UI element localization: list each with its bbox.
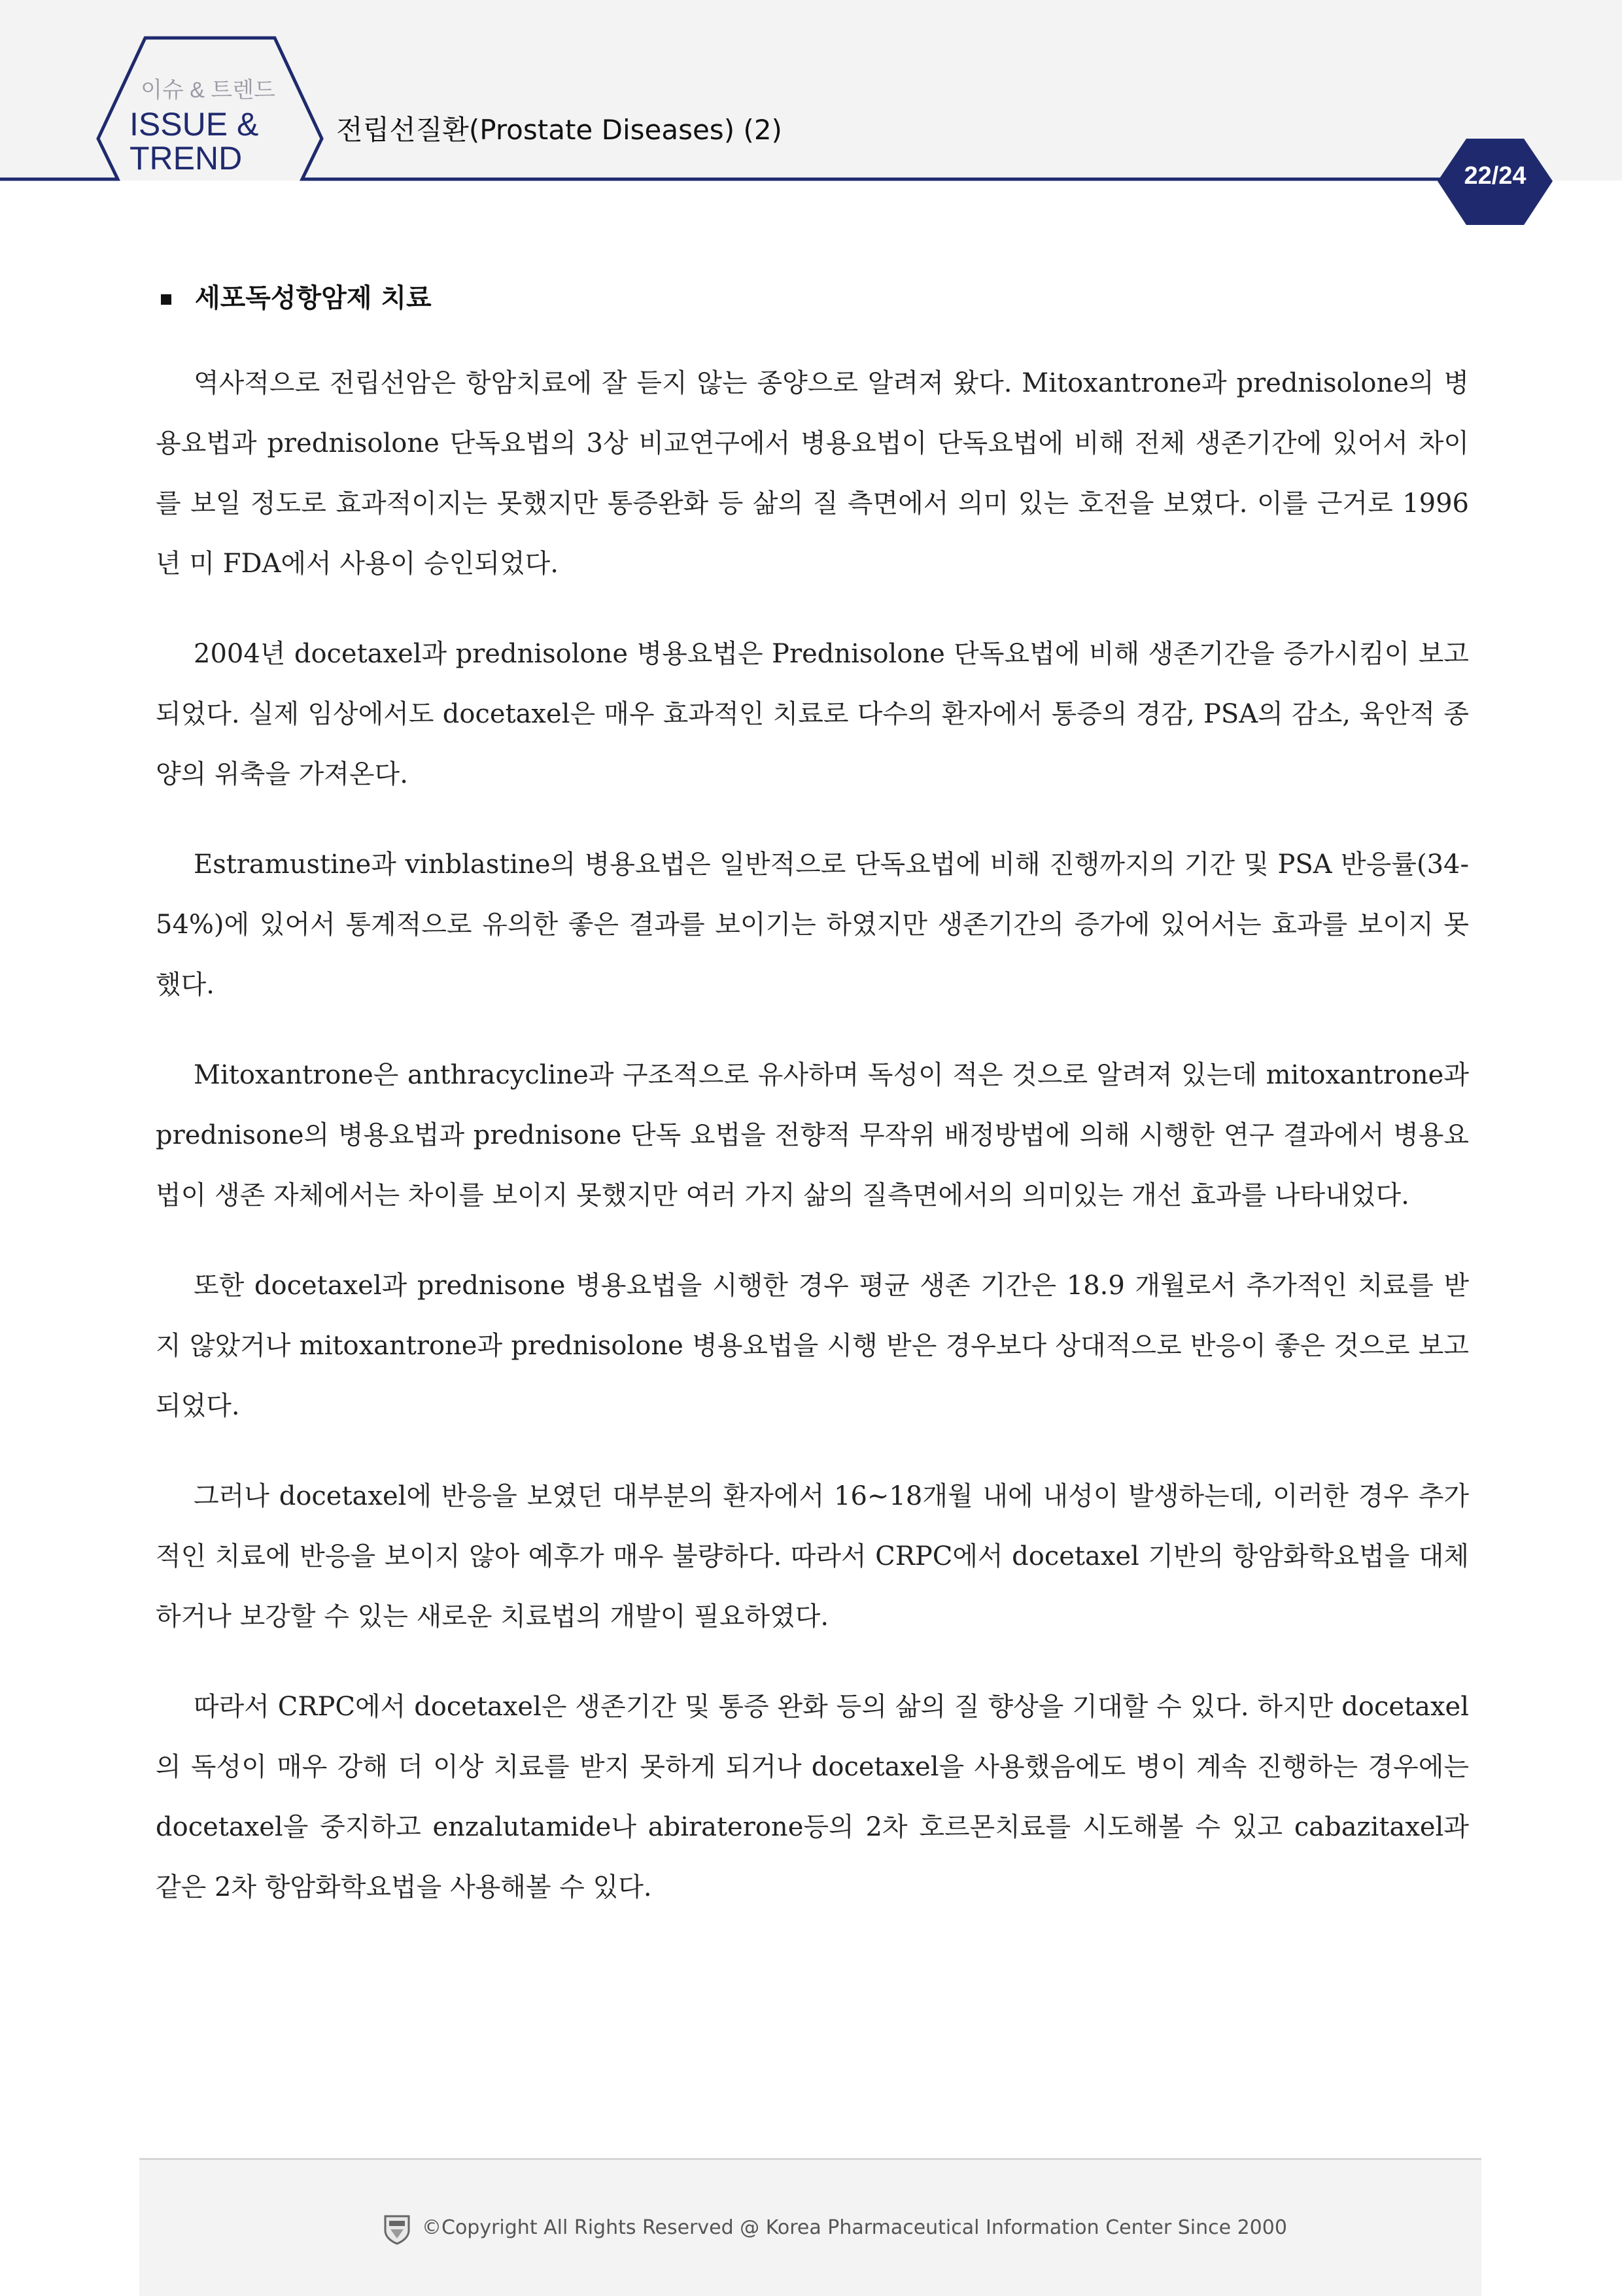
- main-content: [156, 275, 1469, 1947]
- paragraph-5: 또한 docetaxel과 prednisone 병용요법을 시행한 경우 평균 생존 기간은 18.9 개월로서 추가적인 치료를 받지 않았거나 mitoxantrone과 prednisolone 병용요법을 시행 받은 경우보다 상대적으로 반응이 좋은 것으로 보고되었다.: [156, 1271, 1469, 1421]
- section-heading: [156, 275, 1469, 322]
- square-bullet-icon: [161, 294, 171, 305]
- section-heading-text: 세포독성항암제 치료: [195, 283, 432, 313]
- document-title: 전립선질환(Prostate Diseases) (2): [336, 114, 782, 146]
- paragraph-6: 그러나 docetaxel에 반응을 보였던 대부분의 환자에서 16~18개월 내에 내성이 발생하는데, 이러한 경우 추가적인 치료에 반응을 보이지 않아 예후가 매우 불량하다. 따라서 CRPC에서 docetaxel 기반의 항암화학요법을 대체하거나 보강할 수 있는 새로운 치료법의 개발이 필요하였다.: [156, 1481, 1469, 1632]
- paragraph-4: Mitoxantrone은 anthracycline과 구조적으로 유사하며 독성이 적은 것으로 알려져 있는데 mitoxantrone과 prednisone의 병용요법과 prednisone 단독 요법을 전향적 무작위 배정방법에 의해 시행한 연구 결과에서 병용요법이 생존 자체에서는 차이를 보이지 못했지만 여러 가지 삶의 질측면에서의 의미있는 개선 효과를 나타내었다.: [156, 1060, 1469, 1210]
- paragraph-1: 역사적으로 전립선암은 항암치료에 잘 듣지 않는 종양으로 알려져 왔다. Mitoxantrone과 prednisolone의 병용요법과 prednisolone 단독요법의 3상 비교연구에서 병용요법이 단독요법에 비해 전체 생존기간에 있어서 차이를 보일 정도로 효과적이지는 못했지만 통증완화 등 삶의 질 측면에서 의미 있는 호전을 보였다. 이를 근거로 1996년 미 FDA에서 사용이 승인되었다.: [156, 368, 1469, 579]
- paragraph-2: 2004년 docetaxel과 prednisolone 병용요법은 Prednisolone 단독요법에 비해 생존기간을 증가시킴이 보고되었다. 실제 임상에서도 docetaxel은 매우 효과적인 치료로 다수의 환자에서 통증의 경감, PSA의 감소, 육안적 종양의 위축을 가져온다.: [156, 639, 1469, 789]
- page-number: 22/24: [1464, 162, 1527, 190]
- issue-trend-badge-line2: TREND: [129, 140, 243, 177]
- issue-trend-badge: [129, 107, 286, 175]
- paragraph-7: 따라서 CRPC에서 docetaxel은 생존기간 및 통증 완화 등의 삶의 질 향상을 기대할 수 있다. 하지만 docetaxel의 독성이 매우 강해 더 이상 치료를 받지 못하게 되거나 docetaxel을 사용했음에도 병이 계속 진행하는 경우에는 docetaxel을 중지하고 enzalutamide나 abiraterone등의 2차 호르몬치료를 시도해볼 수 있고 cabazitaxel과 같은 2차 항암화학요법을 사용해볼 수 있다.: [156, 1692, 1469, 1902]
- issue-trend-badge-korean: 이슈 & 트렌드: [141, 78, 275, 103]
- paragraph-3: Estramustine과 vinblastine의 병용요법은 일반적으로 단독요법에 비해 진행까지의 기간 및 PSA 반응률(34-54%)에 있어서 통계적으로 유의한 좋은 결과를 보이기는 하였지만 생존기간의 증가에 있어서는 효과를 보이지 못했다.: [156, 849, 1469, 1000]
- issue-trend-badge-line1: ISSUE &: [129, 106, 259, 143]
- copyright-text: ©Copyright All Rights Reserved @ Korea Pharmaceutical Information Center Since 2000: [422, 2216, 1287, 2239]
- shield-logo-icon: [383, 2214, 411, 2245]
- footer: [139, 2158, 1481, 2296]
